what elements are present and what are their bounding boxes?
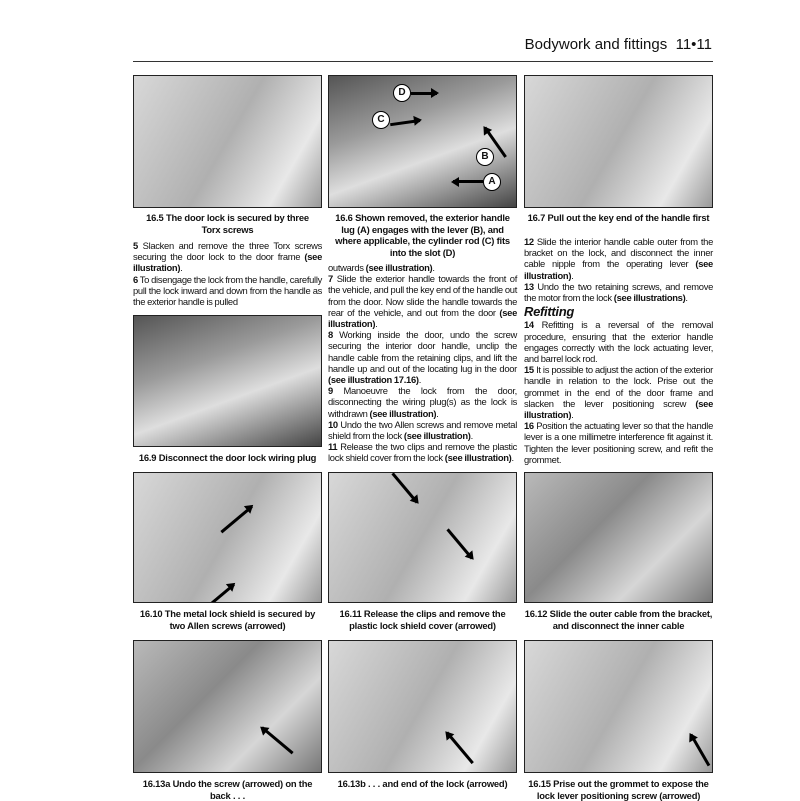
step-9: 9 Manoeuvre the lock from the door, disconnecting the wiring plug(s) as the lock is withdrawn (see illustration). <box>328 385 517 419</box>
callout-c: C <box>372 111 390 129</box>
see-illustration-link[interactable]: (see illustration) <box>524 258 713 281</box>
arrow-icon <box>446 528 473 559</box>
page-number: 11•11 <box>675 36 712 53</box>
caption-16-13b: 16.13b . . . and end of the lock (arrowed) <box>337 778 508 789</box>
step-6 <box>133 274 322 308</box>
callout-d: D <box>393 84 411 102</box>
caption-16-13a: 16.13a Undo the screw (arrowed) on the back . . . <box>142 778 313 801</box>
caption-16-9: 16.9 Disconnect the door lock wiring plug <box>138 452 317 463</box>
photo-16-13b <box>328 640 517 773</box>
arrow-icon <box>453 180 483 183</box>
step-number: 10 <box>328 418 338 430</box>
step-16 <box>524 420 713 465</box>
step-number: 7 <box>328 273 333 285</box>
arrow-icon <box>446 732 474 765</box>
arrow-icon <box>391 472 418 503</box>
step-number: 14 <box>524 319 534 331</box>
step-text: To disengage the lock from the handle, carefully pull the lock inward and down from the handle as the exterior handle is pulled <box>133 273 322 308</box>
caption-16-6: 16.6 Shown removed, the exterior handle lug (A) engages with the lever (B), and where applicable, the cylinder rod (C) fits into the slot (D) <box>335 212 510 258</box>
caption-16-10: 16.10 The metal lock shield is secured by two Allen screws (arrowed) <box>139 608 316 631</box>
step-number: 13 <box>524 280 534 292</box>
callout-a: A <box>483 173 501 191</box>
step-13: 13 Undo the two retaining screws, and remove the motor from the lock (see illustrations). <box>524 280 713 304</box>
photo-16-15 <box>524 640 713 773</box>
see-illustration-link[interactable]: (see illustration) <box>328 306 517 330</box>
step-number: 6 <box>133 273 138 285</box>
arrow-icon <box>202 583 235 603</box>
step-number: 11 <box>328 441 338 453</box>
step-text: outwards <box>328 262 364 273</box>
photo-16-9 <box>133 315 322 447</box>
see-illustration-link[interactable]: (see illustration) <box>444 452 512 464</box>
step-text: Working inside the door, undo the screw securing the interior door handle, unclip the handle cable from the retaining clips, and lift the handle up and out of the locating lug in the door <box>328 329 517 374</box>
text-column-1 <box>133 240 322 307</box>
step-5: 5 Slacken and remove the three Torx screws securing the door lock to the door frame (see illustration). <box>133 240 322 274</box>
caption-16-7: 16.7 Pull out the key end of the handle first <box>527 212 710 223</box>
photo-16-12 <box>524 472 713 603</box>
caption-16-15: 16.15 Prise out the grommet to expose the lock lever positioning screw (arrowed) <box>528 778 709 801</box>
step-text: Position the actuating lever so that the handle lever is a one millimetre interference fit against it. Tighten the lever positioning screw, and refit the grommet. <box>524 420 713 465</box>
photo-16-6 <box>328 75 517 208</box>
step-number: 12 <box>524 236 534 247</box>
photo-16-11 <box>328 472 517 603</box>
step-text: It is possible to adjust the action of the exterior handle in relation to the lock. Prise out the grommet in the end of the door frame and slacken the lever positioning screw <box>524 364 713 409</box>
step-12: 12 Slide the interior handle cable outer from the bracket on the lock, and disconnect the inner cable nipple from the operating lever (see illustration). <box>524 236 713 281</box>
step-15: 15 It is possible to adjust the action of the exterior handle in relation to the lock. Prise out the grommet in the end of the door frame and slacken the lever positioning screw (see illustration). <box>524 364 713 421</box>
step-14 <box>524 319 713 364</box>
photo-16-13a <box>133 640 322 773</box>
arrow-icon <box>390 119 420 126</box>
step-6-cont: outwards (see illustration). <box>328 262 435 273</box>
photo-16-5 <box>133 75 322 208</box>
arrow-icon <box>261 726 294 754</box>
arrow-icon <box>690 734 711 767</box>
text-column-3 <box>524 236 713 465</box>
step-number: 8 <box>328 329 333 341</box>
step-number: 15 <box>524 364 534 376</box>
see-illustration-link[interactable]: (see illustration) <box>133 251 322 274</box>
see-illustration-link[interactable]: (see illustration) <box>369 407 437 419</box>
arrow-icon <box>220 505 253 533</box>
step-7: 7 Slide the exterior handle towards the front of the vehicle, and pull the key end of the handle out from the door. Now slide the handle towards the rear of the vehicle, and out from the door (see illustration). <box>328 273 517 330</box>
step-text: Refitting is a reversal of the removal procedure, ensuring that the exterior handle engages correctly with the lock actuating lever, and barrel lock rod. <box>524 319 713 365</box>
caption-16-12: 16.12 Slide the outer cable from the bracket, and disconnect the inner cable <box>524 608 713 631</box>
text-column-2 <box>328 262 517 464</box>
see-illustrations-link[interactable]: (see illustrations) <box>613 292 686 304</box>
photo-16-7 <box>524 75 713 208</box>
see-illustration-link[interactable]: (see illustration) <box>365 262 433 273</box>
see-illustration-link[interactable]: (see illustration 17.16) <box>328 374 419 386</box>
running-header <box>525 36 712 53</box>
see-illustration-link[interactable]: (see illustration) <box>524 397 713 421</box>
step-text: Slide the exterior handle towards the front of the vehicle, and pull the key end of the handle out from the door. Now slide the handle towards the rear of the vehicle, and out from the door <box>328 273 517 318</box>
step-text: Undo the two Allen screws and remove metal shield from the lock <box>328 418 517 442</box>
header-title: Bodywork and fittings <box>524 36 668 53</box>
caption-16-11: 16.11 Release the clips and remove the plastic lock shield cover (arrowed) <box>339 608 506 631</box>
step-number: 5 <box>133 240 138 251</box>
step-text: Undo the two retaining screws, and remove the motor from the lock <box>524 280 713 304</box>
step-11: 11 Release the two clips and remove the plastic lock shield cover from the lock (see illustration). <box>328 441 517 464</box>
step-number: 16 <box>524 420 534 432</box>
arrow-icon <box>411 92 437 95</box>
step-text: Slide the interior handle cable outer from the bracket on the lock, and disconnect the inner cable nipple from the operating lever <box>524 236 713 270</box>
see-illustration-link[interactable]: (see illustration) <box>403 430 471 442</box>
step-10: 10 Undo the two Allen screws and remove metal shield from the lock (see illustration). <box>328 418 517 442</box>
section-heading-refitting: Refitting <box>524 304 575 320</box>
photo-16-10 <box>133 472 322 603</box>
step-text: Release the two clips and remove the plastic lock shield cover from the lock <box>328 441 517 464</box>
callout-b: B <box>476 148 494 166</box>
step-text: Manoeuvre the lock from the door, disconnecting the wiring plug(s) as the lock is withdrawn <box>328 385 517 419</box>
step-8: 8 Working inside the door, undo the screw securing the interior door handle, unclip the handle cable from the retaining clips, and lift the handle up and out of the locating lug in the door (see illustration 17.16). <box>328 329 517 386</box>
step-number: 9 <box>328 385 333 397</box>
header-rule <box>133 61 713 62</box>
caption-16-5: 16.5 The door lock is secured by three Torx screws <box>146 212 309 235</box>
step-text: Slacken and remove the three Torx screws securing the door lock to the door frame <box>133 240 322 263</box>
